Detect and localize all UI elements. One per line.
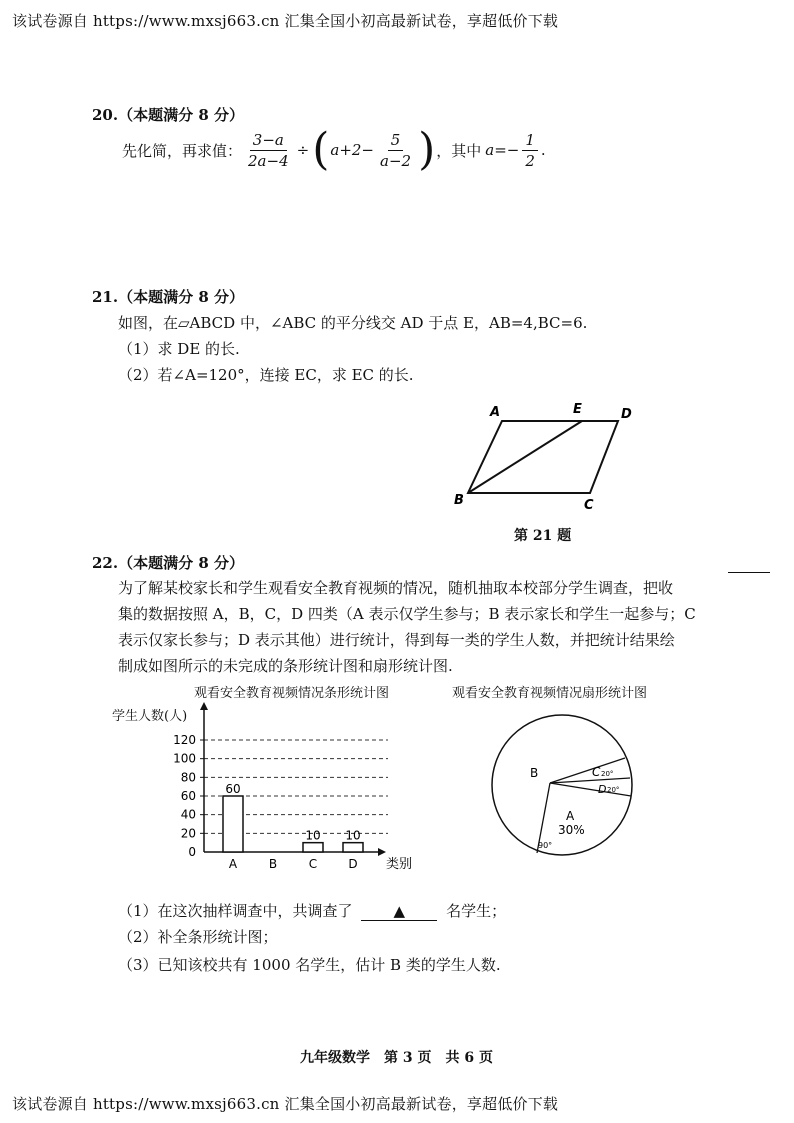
q22-stem-line: 制成如图所示的未完成的条形统计图和扇形统计图.	[118, 657, 453, 675]
q20-prompt: 先化简，再求值：	[122, 141, 243, 160]
bar-data-label: 10	[345, 828, 361, 843]
x-axis-arrow	[378, 848, 386, 856]
y-tick-label: 100	[173, 751, 196, 766]
bar-a	[223, 796, 243, 852]
parallelogram-abcd	[468, 421, 618, 493]
q22-part1-suffix: 名学生；	[446, 902, 507, 920]
y-tick-label: 120	[173, 733, 196, 747]
pie-label-d: D	[598, 783, 607, 796]
page-number-footer: 九年级数学 第 3 页 共 6 页	[300, 1050, 493, 1066]
label-c: C	[584, 498, 594, 513]
q22-part2: （2）补全条形统计图；	[118, 928, 278, 946]
q20-where: ，其中	[436, 141, 482, 160]
pie-label-b: B	[530, 766, 539, 780]
margin-tick	[728, 572, 770, 573]
bar-data-label: 60	[225, 782, 241, 796]
pie-chart	[480, 710, 660, 860]
q20-left-paren: (	[312, 124, 330, 175]
q20-title: 20.（本题满分 8 分）	[92, 106, 244, 124]
x-tick-label: C	[308, 857, 318, 871]
pie-label-a-percent: 30%	[558, 823, 585, 837]
bar-chart-ticks	[173, 733, 361, 871]
q21-caption: 第 21 题	[514, 528, 572, 544]
label-d: D	[621, 407, 632, 422]
q20-expression	[122, 124, 546, 175]
pie-label-c: C	[592, 765, 601, 779]
q21-part1: （1）求 DE 的长.	[118, 340, 240, 358]
q20-frac2-numerator: 5	[388, 130, 404, 151]
x-axis-label: 类别	[386, 857, 413, 872]
y-tick-label: 60	[180, 789, 196, 803]
q20-divide-sign: ÷	[296, 141, 310, 159]
q20-frac1-denominator: 2a−4	[248, 151, 289, 170]
header-watermark: 该试卷源自 https://www.mxsj663.cn 汇集全国小初高最新试卷，享超低价下载	[12, 12, 559, 30]
bar-chart	[160, 700, 450, 890]
x-tick-label: A	[228, 857, 238, 871]
y-axis-arrow	[200, 702, 208, 710]
bar-c	[303, 843, 323, 852]
q22-stem-line: 为了解某校家长和学生观看安全教育视频的情况，随机抽取本校部分学生调查，把收	[118, 579, 674, 597]
q21-part2: （2）若∠A=120°，连接 EC，求 EC 的长.	[118, 366, 414, 384]
bar-data-label: 10	[305, 828, 321, 843]
label-e: E	[573, 402, 582, 417]
q20-frac1-numerator: 3−a	[250, 130, 287, 151]
pie-label-d-angle: 20°	[607, 786, 620, 794]
footer-watermark: 该试卷源自 https://www.mxsj663.cn 汇集全国小初高最新试卷，享超低价下载	[12, 1095, 559, 1113]
pie-chart-title: 观看安全教育视频情况扇形统计图	[452, 686, 648, 701]
q20-fraction-3	[522, 130, 538, 171]
x-tick-label: D	[348, 857, 358, 871]
pie-label-a: A	[566, 809, 575, 823]
q20-inner-expression: a+2−	[330, 141, 374, 159]
label-b: B	[454, 493, 464, 508]
q20-right-paren: )	[418, 124, 436, 175]
q21-parallelogram-figure	[440, 396, 650, 516]
q20-a-equals: a=−	[485, 141, 520, 159]
q22-part3: （3）已知该校共有 1000 名学生，估计 B 类的学生人数.	[118, 956, 501, 974]
q22-stem	[118, 575, 718, 679]
pie-label-a-angle: 90°	[538, 841, 553, 850]
q20-frac3-numerator: 1	[522, 130, 538, 151]
q21-stem: 如图，在▱ABCD 中，∠ABC 的平分线交 AD 于点 E，AB=4,BC=6.	[118, 314, 588, 332]
q22-part1-prefix: （1）在这次抽样调查中，共调查了	[118, 902, 353, 920]
x-tick-label: B	[268, 857, 278, 871]
q20-end-period: .	[540, 141, 546, 159]
q22-part1	[118, 900, 506, 921]
blank-triangle-icon: ▲	[393, 902, 406, 920]
y-tick-label: 40	[180, 807, 196, 822]
answer-blank[interactable]	[361, 902, 437, 921]
bar-chart-marks	[223, 782, 363, 852]
q21-title: 21.（本题满分 8 分）	[92, 288, 244, 306]
bar-d	[343, 843, 363, 852]
q20-fraction-1	[245, 130, 292, 171]
q22-title: 22.（本题满分 8 分）	[92, 554, 244, 572]
q20-frac2-denominator: a−2	[380, 151, 412, 170]
y-tick-label: 80	[180, 770, 196, 785]
y-tick-label: 20	[180, 826, 196, 841]
q20-fraction-2	[377, 130, 414, 171]
q20-frac3-denominator: 2	[525, 151, 535, 170]
label-a: A	[490, 405, 501, 420]
bar-chart-ylabel: 学生人数(人)	[112, 709, 188, 724]
q22-stem-line: 表示仅家长参与；D 表示其他）进行统计，得到每一类的学生人数，并把统计结果绘	[118, 631, 675, 649]
y-tick-label: 0	[188, 845, 196, 859]
pie-label-c-angle: 20°	[601, 770, 614, 778]
bar-chart-title: 观看安全教育视频情况条形统计图	[194, 686, 390, 701]
q22-stem-line: 集的数据按照 A，B，C，D 四类（A 表示仅学生参与；B 表示家长和学生一起参与；C	[118, 605, 696, 623]
